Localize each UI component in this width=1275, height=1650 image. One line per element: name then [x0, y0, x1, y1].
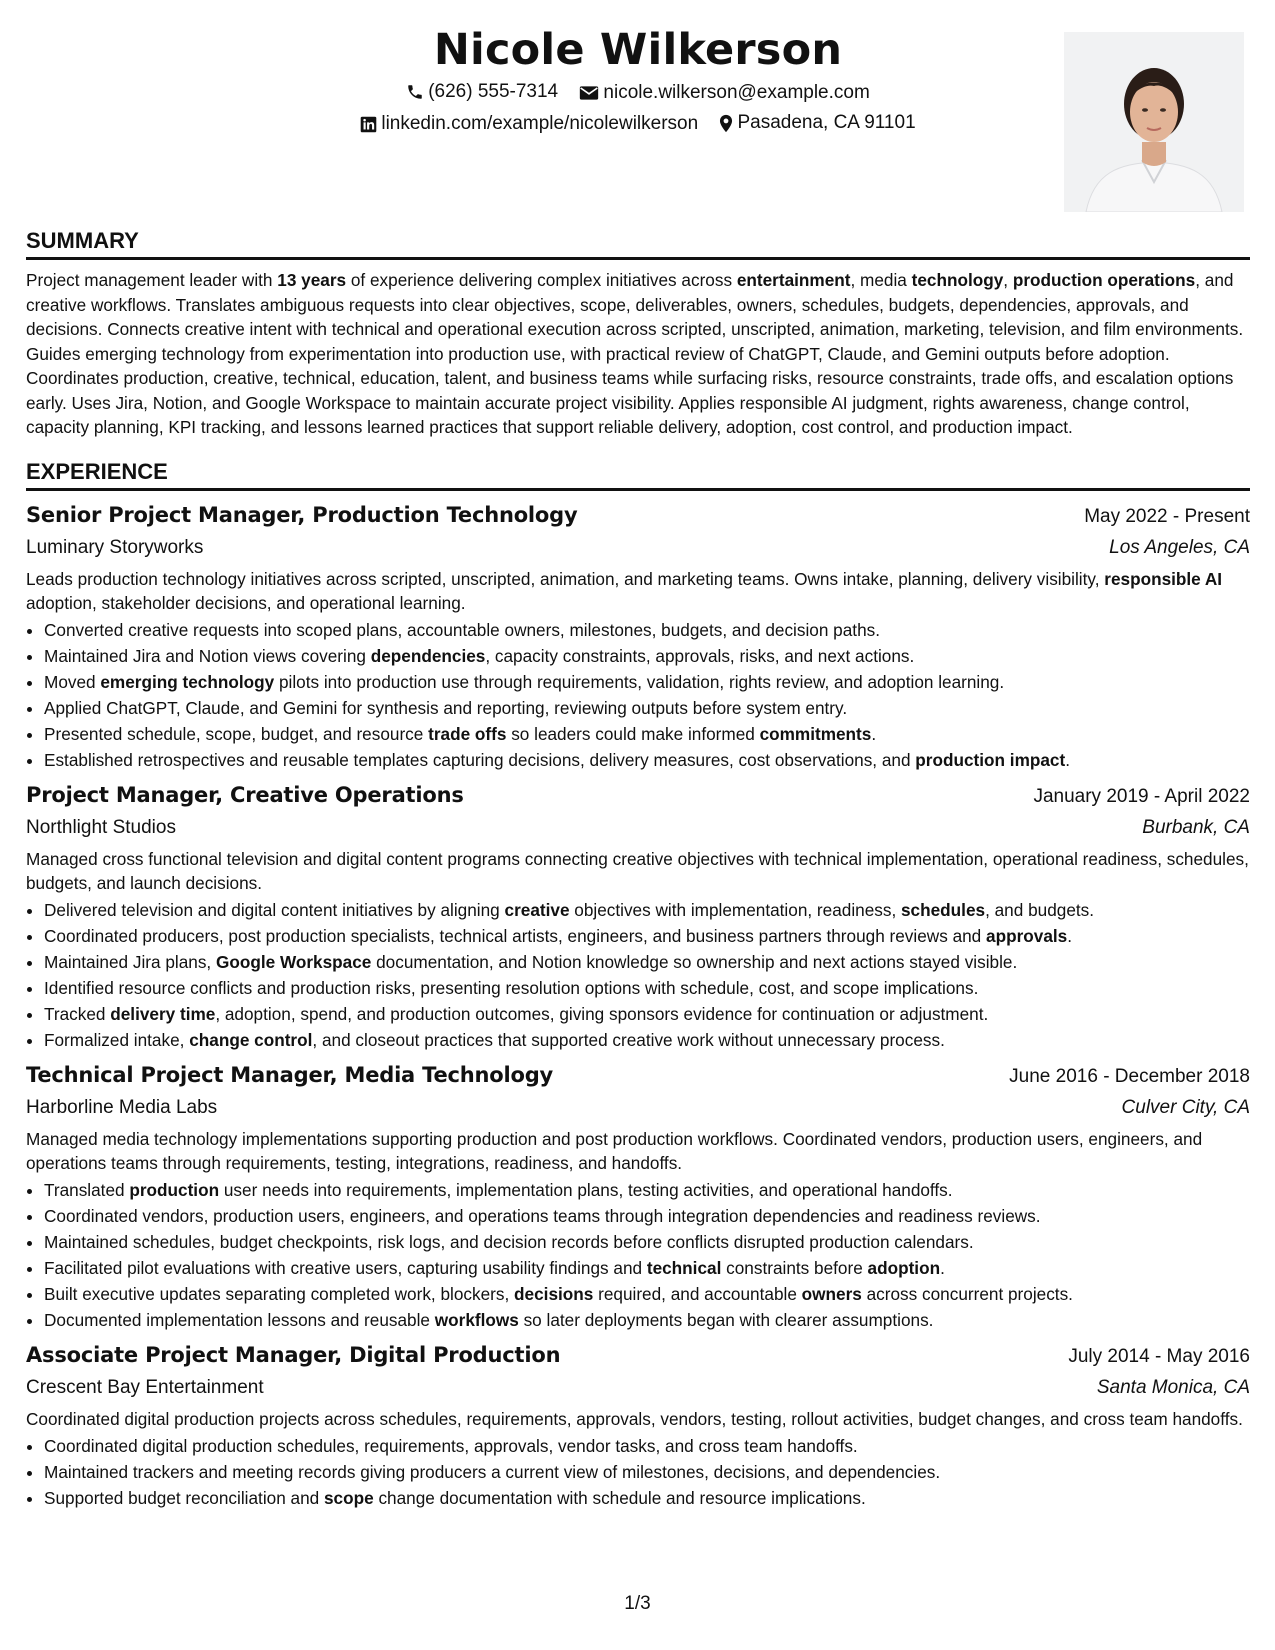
job-company-row [26, 813, 1250, 843]
bold-text: owners [801, 1283, 862, 1304]
list-item [44, 1027, 1250, 1053]
candidate-name: Nicole Wilkerson [433, 25, 843, 75]
bold-text: production [129, 1179, 220, 1200]
job-location: Los Angeles, CA [1109, 536, 1250, 558]
text-run: user needs into requirements, implementation plans, testing activities, and operational handoffs. [219, 1179, 953, 1200]
job-bullets [26, 617, 1250, 773]
linkedin-contact[interactable] [360, 111, 698, 137]
text-run: Coordinated digital production projects across schedules, requirements, approvals, vendors, testing, rollout activities, budget changes, and cross team handoffs. [26, 1408, 1243, 1429]
phone-contact[interactable] [406, 79, 558, 105]
list-item [44, 975, 1250, 1001]
text-run: Identified resource conflicts and production risks, presenting resolution options with schedule, cost, and scope implications. [44, 977, 979, 998]
text-run: , and budgets. [985, 899, 1095, 920]
bold-text: decisions [514, 1283, 594, 1304]
list-item [44, 949, 1250, 975]
list-item [44, 923, 1250, 949]
email-address: nicole.wilkerson@example.com [603, 82, 870, 103]
text-run: Delivered television and digital content initiatives by aligning [44, 899, 505, 920]
list-item [44, 1485, 1250, 1511]
text-run: of experience delivering complex initiatives across [346, 270, 737, 290]
list-item [44, 643, 1250, 669]
resume-header [26, 22, 1250, 227]
job-location: Culver City, CA [1121, 1096, 1250, 1118]
text-run: Maintained trackers and meeting records giving producers a current view of milestones, decisions, and dependencies. [44, 1461, 941, 1482]
job-company: Harborline Media Labs [26, 1096, 218, 1118]
job-title-row [26, 499, 1250, 533]
bold-text: commitments [759, 723, 872, 744]
email-contact[interactable] [579, 80, 869, 106]
text-run: change documentation with schedule and resource implications. [373, 1487, 866, 1508]
list-item [44, 695, 1250, 721]
text-run: Tracked [44, 1003, 111, 1024]
bold-text: workflows [434, 1309, 519, 1330]
text-run: Maintained Jira plans, [44, 951, 216, 972]
list-item [44, 617, 1250, 643]
text-run: Supported budget reconciliation and [44, 1487, 324, 1508]
job-company: Luminary Storyworks [26, 536, 204, 558]
list-item [44, 669, 1250, 695]
job-bullets [26, 1433, 1250, 1511]
bold-text: entertainment [736, 270, 851, 290]
text-run: . [871, 723, 877, 744]
job-company-row [26, 533, 1250, 563]
text-run: Presented schedule, scope, budget, and resource [44, 723, 429, 744]
bold-text: production operations [1012, 270, 1196, 290]
text-run: Project management leader with [26, 270, 278, 290]
job-bullets [26, 1177, 1250, 1333]
text-run: so leaders could make informed [506, 723, 760, 744]
text-run: Facilitated pilot evaluations with creative users, capturing usability findings and [44, 1257, 647, 1278]
resume-page [26, 22, 1250, 1517]
list-item [44, 1307, 1250, 1333]
bold-text: scope [323, 1487, 374, 1508]
bold-text: technical [646, 1257, 722, 1278]
bold-text: Google Workspace [215, 951, 372, 972]
text-run: required, and accountable [593, 1283, 802, 1304]
job-title: Senior Project Manager, Production Technology [26, 502, 578, 527]
phone-number: (626) 555-7314 [428, 81, 559, 102]
bold-text: production impact [915, 749, 1066, 770]
text-run: documentation, and Notion knowledge so ownership and next actions stayed visible. [371, 951, 1018, 972]
portrait-illustration [1064, 32, 1244, 212]
bold-text: creative [504, 899, 570, 920]
job-description [26, 1127, 1250, 1175]
text-run: . [1065, 749, 1070, 770]
bold-text: delivery time [110, 1003, 216, 1024]
job-company: Northlight Studios [26, 816, 176, 838]
job-title-row [26, 1339, 1250, 1373]
text-run: Managed cross functional television and digital content programs connecting creative objectives with technical implementation, operational readiness, schedules, budgets, and launch decisions. [26, 848, 1249, 893]
list-item [44, 1459, 1250, 1485]
job-company: Crescent Bay Entertainment [26, 1376, 264, 1398]
job-location: Santa Monica, CA [1096, 1376, 1250, 1398]
text-run: Applied ChatGPT, Claude, and Gemini for synthesis and reporting, reviewing outputs before system entry. [44, 697, 848, 718]
text-run: Converted creative requests into scoped plans, accountable owners, milestones, budgets, and decision paths. [44, 619, 881, 640]
job-title: Associate Project Manager, Digital Production [26, 1342, 561, 1367]
job-dates: May 2022 - Present [1084, 505, 1250, 527]
job-location: Burbank, CA [1142, 816, 1250, 838]
text-run: Established retrospectives and reusable templates capturing decisions, delivery measures, cost observations, and [44, 749, 916, 770]
bold-text: technology [911, 270, 1004, 290]
text-run: , and creative workflows. Translates ambiguous requests into clear objectives, scope, deliverables, owners, schedules, budgets, dependencies, approvals, and decisions. Connects creative intent with technical and operational execution across scripted, unscripted, animation, marketing, television, and film environments. Guides emerging technology from experimentation into production use, with practical review of ChatGPT, Claude, and Gemini outputs before adoption. Coordinates production, creative, technical, education, talent, and business teams while surfacing risks, resource constraints, trade offs, and escalation options early. Uses Jira, Notion, and Google Workspace to maintain accurate project visibility. Applies responsible AI judgment, rights awareness, change control, capacity planning, KPI tracking, and lessons learned practices that support reliable delivery, adoption, cost control, and production impact. [26, 270, 1244, 437]
text-run: across concurrent projects. [861, 1283, 1073, 1304]
bold-text: responsible AI [1104, 568, 1223, 589]
summary-heading: SUMMARY [26, 227, 1250, 260]
text-run: adoption, stakeholder decisions, and operational learning. [26, 592, 466, 613]
text-run: Translated [44, 1179, 130, 1200]
linkedin-url: linkedin.com/example/nicolewilkerson [381, 113, 699, 134]
job-description [26, 1407, 1250, 1431]
list-item [44, 1229, 1250, 1255]
bold-text: adoption [867, 1257, 941, 1278]
list-item [44, 747, 1250, 773]
text-run: Coordinated producers, post production specialists, technical artists, engineers, and business partners through reviews and [44, 925, 987, 946]
summary-section [26, 227, 1250, 440]
job-title-row [26, 779, 1250, 813]
list-item [44, 1001, 1250, 1027]
job-entry [26, 499, 1250, 773]
list-item [44, 1177, 1250, 1203]
job-entry [26, 1059, 1250, 1333]
location-text: Pasadena, CA 91101 [737, 112, 916, 133]
job-company-row [26, 1093, 1250, 1123]
text-run: , and closeout practices that supported creative work without unnecessary process. [312, 1029, 945, 1050]
text-run: Maintained Jira and Notion views covering [44, 645, 371, 666]
text-run: . [940, 1257, 945, 1278]
list-item [44, 897, 1250, 923]
text-run: Moved [44, 671, 101, 692]
text-run: Maintained schedules, budget checkpoints, risk logs, and decision records before conflicts disrupted production calendars. [44, 1231, 974, 1252]
text-run: , capacity constraints, approvals, risks, and next actions. [485, 645, 915, 666]
text-run: Documented implementation lessons and reusable [44, 1309, 435, 1330]
bold-text: 13 years [277, 270, 347, 290]
job-bullets [26, 897, 1250, 1053]
text-run: Built executive updates separating completed work, blockers, [44, 1283, 515, 1304]
list-item [44, 1281, 1250, 1307]
experience-list [26, 499, 1250, 1511]
bold-text: emerging technology [100, 671, 275, 692]
linkedin-icon [360, 116, 377, 133]
location-contact [719, 110, 915, 136]
text-run: Leads production technology initiatives across scripted, unscripted, animation, and marketing teams. Owns intake, planning, delivery visibility, [26, 568, 1105, 589]
experience-section [26, 458, 1250, 1511]
job-title-row [26, 1059, 1250, 1093]
phone-icon [406, 83, 424, 101]
text-run: Coordinated digital production schedules, requirements, approvals, vendor tasks, and cross team handoffs. [44, 1435, 858, 1456]
text-run: pilots into production use through requirements, validation, rights review, and adoption learning. [274, 671, 1005, 692]
text-run: Managed media technology implementations supporting production and post production workflows. Coordinated vendors, production users, engineers, and operations teams through requirements, testing, integrations, readiness, and handoffs. [26, 1128, 1203, 1173]
job-dates: January 2019 - April 2022 [1033, 785, 1250, 807]
list-item [44, 1255, 1250, 1281]
experience-heading: EXPERIENCE [26, 458, 1250, 491]
text-run: , adoption, spend, and production outcomes, giving sponsors evidence for continuation or adjustment. [215, 1003, 989, 1024]
job-dates: June 2016 - December 2018 [1009, 1065, 1250, 1087]
list-item [44, 1433, 1250, 1459]
bold-text: change control [189, 1029, 313, 1050]
job-entry [26, 1339, 1250, 1511]
envelope-icon [579, 85, 599, 101]
text-run: objectives with implementation, readiness, [569, 899, 901, 920]
bold-text: approvals [986, 925, 1068, 946]
text-run: , [1003, 270, 1013, 290]
bold-text: dependencies [370, 645, 486, 666]
text-run: Formalized intake, [44, 1029, 190, 1050]
text-run: so later deployments began with clearer assumptions. [518, 1309, 934, 1330]
bold-text: trade offs [428, 723, 507, 744]
job-title: Technical Project Manager, Media Technology [26, 1062, 554, 1087]
job-description [26, 847, 1250, 895]
map-pin-icon [719, 114, 733, 133]
job-title: Project Manager, Creative Operations [26, 782, 464, 807]
list-item [44, 721, 1250, 747]
text-run: . [1067, 925, 1072, 946]
job-description [26, 567, 1250, 615]
list-item [44, 1203, 1250, 1229]
page-number: 1/3 [624, 1593, 651, 1614]
text-run: constraints before [721, 1257, 868, 1278]
text-run: Coordinated vendors, production users, engineers, and operations teams through integration dependencies and readiness reviews. [44, 1205, 1041, 1226]
text-run: , media [850, 270, 912, 290]
job-dates: July 2014 - May 2016 [1068, 1345, 1250, 1367]
summary-text [26, 268, 1250, 440]
job-company-row [26, 1373, 1250, 1403]
bold-text: schedules [901, 899, 986, 920]
profile-photo [1064, 32, 1244, 212]
job-entry [26, 779, 1250, 1053]
